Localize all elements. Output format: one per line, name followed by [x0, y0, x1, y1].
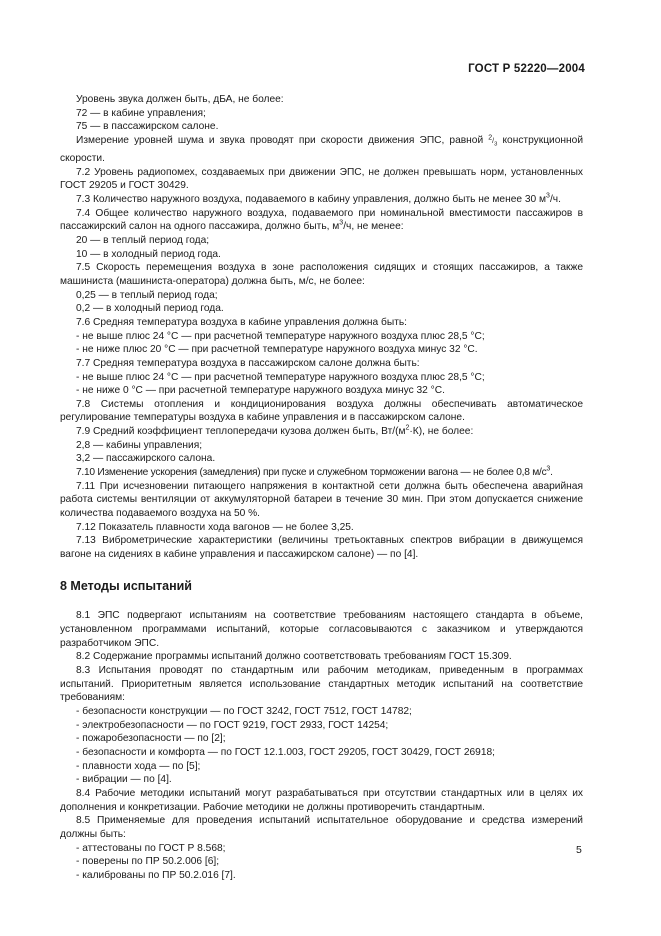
- paragraph-group: [60, 480, 583, 562]
- page-header: ГОСТ Р 52220—2004: [468, 63, 585, 75]
- p73-tail: /ч.: [549, 193, 561, 205]
- paragraph-p82: 8.2 Содержание программы испытаний должно соответствовать требованиям ГОСТ 15.309.: [76, 651, 512, 663]
- p74-tail: /ч, не менее:: [343, 221, 404, 233]
- paragraph-p83f: - вибрации — по [4].: [76, 774, 172, 786]
- paragraph-sound: Уровень звука должен быть, дБА, не более:: [76, 94, 284, 105]
- paragraph-group: [60, 609, 583, 882]
- paragraph-group: [60, 93, 583, 134]
- fraction-numerator: 2: [488, 134, 493, 142]
- paragraph-p77b: - не ниже 0 °С — при расчетной температуре наружного воздуха минус 32 °С.: [76, 385, 445, 397]
- p74-sup: 3: [339, 219, 344, 227]
- paragraph-cold2: 0,2 — в холодный период года.: [76, 303, 224, 315]
- p710-text: 7.10 Изменение ускорения (замедления) при пуске и служебном торможении вагона — не более 0,8 м/с: [76, 467, 547, 479]
- paragraph-p77a: - не выше плюс 24 °С — при расчетной температуре наружного воздуха плюс 28,5 °С;: [76, 371, 485, 383]
- paragraph-p85a: - аттестованы по ГОСТ Р 8.568;: [76, 842, 226, 854]
- paragraph-sound_cab: 72 — в кабине управления;: [76, 107, 206, 119]
- paragraph-7-3: [60, 193, 583, 207]
- paragraph-p83e: - плавности хода — по [5];: [76, 760, 201, 772]
- paragraph-k_salon: 3,2 — пассажирского салона.: [76, 453, 216, 465]
- paragraph-p76: 7.6 Средняя температура воздуха в кабине управления должна быть:: [76, 316, 407, 328]
- paragraph-p83: 8.3 Испытания проводят по стандартным или рабочим методикам, приведенным в программах испытаний. Приоритетным является использование стандартных методик испытаний на соответствие требованиям:: [60, 664, 583, 704]
- paragraph-p85c: - калиброваны по ПР 50.2.016 [7].: [76, 869, 236, 881]
- paragraph-7-9: [60, 425, 583, 439]
- measurement-text-start: Измерение уровней шума и звука проводят при скорости движения ЭПС, равной: [76, 134, 489, 146]
- section-heading: 8 Методы испытаний: [60, 578, 192, 593]
- paragraph-7-10: [60, 466, 583, 480]
- paragraph-group: [60, 234, 583, 425]
- paragraph-p76a: - не выше плюс 24 °С — при расчетной температуре наружного воздуха плюс 28,5 °С;: [76, 330, 485, 342]
- paragraph-p78: 7.8 Системы отопления и кондиционирования воздуха должны обеспечивать автоматическое регулирование температуры воздуха в кабине управления и в пассажирском салоне.: [60, 398, 583, 424]
- p79-tail: ·К), не более:: [409, 426, 474, 438]
- page-number: 5: [576, 844, 582, 856]
- paragraph-group: [60, 439, 583, 466]
- paragraph-p711: 7.11 При исчезновении питающего напряжения в контактной сети должна быть обеспечена аварийная работа системы вентиляции от аккумуляторной батареи в течение 30 мин. При этом допускается снижение количества подаваемого воздуха на 50 %.: [60, 480, 583, 520]
- page-content: [60, 93, 583, 882]
- paragraph-p713: 7.13 Виброметрические характеристики (величины третьоктавных спектров вибрации в движущемся вагоне на сидениях в кабине управления и пассажирском салоне) — по [4].: [60, 535, 583, 561]
- p710-tail: .: [550, 467, 553, 479]
- p74-text: 7.4 Общее количество наружного воздуха, подаваемого при номинальной вместимости пассажиров в пассажирский салон на одного пассажира, должно быть, м: [60, 207, 583, 233]
- p73-text: 7.3 Количество наружного воздуха, подаваемого в кабину управления, должно быть не менее 30 м: [76, 193, 547, 205]
- paragraph-measurement: [60, 134, 583, 166]
- paragraph-p83a: - безопасности конструкции — по ГОСТ 3242, ГОСТ 7512, ГОСТ 14782;: [76, 705, 412, 717]
- paragraph-p85: 8.5 Применяемые для проведения испытаний испытательное оборудование и средства измерений должны быть:: [60, 815, 583, 840]
- paragraph-p712: 7.12 Показатель плавности хода вагонов — не более 3,25.: [76, 521, 354, 533]
- paragraph-p84: 8.4 Рабочие методики испытаний могут разрабатываться при отсутствии стандартных или в целях их дополнения и конкретизации. Рабочие методики не должны противоречить стандартным.: [60, 787, 583, 813]
- paragraph-7-4: [60, 207, 583, 234]
- paragraph-p83c: - пожаробезопасности — по [2];: [76, 733, 226, 745]
- paragraph-group: [60, 166, 583, 193]
- p710-sup: 3: [546, 465, 551, 473]
- paragraph-sound_salon: 75 — в пассажирском салоне.: [76, 121, 219, 133]
- paragraph-p76b: - не ниже плюс 20 °С — при расчетной температуре наружного воздуха минус 32 °С.: [76, 344, 478, 356]
- paragraph-p83d: - безопасности и комфорта — по ГОСТ 12.1.003, ГОСТ 29205, ГОСТ 30429, ГОСТ 26918;: [76, 746, 496, 758]
- paragraph-p75: 7.5 Скорость перемещения воздуха в зоне расположения сидящих и стоящих пассажиров, а также машиниста (машиниста-оператора) должна быть, м/с, не более:: [60, 262, 583, 287]
- paragraph-k_cab: 2,8 — кабины управления;: [76, 439, 203, 451]
- p73-sup: 3: [546, 192, 550, 200]
- paragraph-warm2: 0,25 — в теплый период года;: [76, 289, 218, 301]
- p79-sup: 2: [405, 424, 410, 432]
- paragraph-p83b: - электробезопасности — по ГОСТ 9219, ГОСТ 2933, ГОСТ 14254;: [76, 719, 389, 731]
- measurement-text-end: конструкционной скорости.: [60, 134, 584, 165]
- fraction-denominator: 3: [494, 141, 498, 148]
- fraction: [488, 134, 498, 148]
- paragraph-p85b: - поверены по ПР 50.2.006 [6];: [76, 856, 220, 868]
- paragraph-p81: 8.1 ЭПС подвергают испытаниям на соответствие требованиям настоящего стандарта в объеме, установленном программами испытаний, которые согласовываются с заказчиком и утверждаются разработчиком ЭПС.: [60, 610, 583, 649]
- paragraph-cold1: 10 — в холодный период года.: [76, 248, 221, 260]
- p79-text: 7.9 Средний коэффициент теплопередачи кузова должен быть, Вт/(м: [76, 426, 406, 438]
- fraction-slash: /: [492, 137, 495, 145]
- paragraph-p77: 7.7 Средняя температура воздуха в пассажирском салоне должна быть:: [76, 357, 420, 369]
- paragraph-warm1: 20 — в теплый период года;: [76, 234, 210, 246]
- paragraph-p72: 7.2 Уровень радиопомех, создаваемых при движении ЭПС, не должен превышать норм, установленных ГОСТ 29205 и ГОСТ 30429.: [60, 166, 583, 192]
